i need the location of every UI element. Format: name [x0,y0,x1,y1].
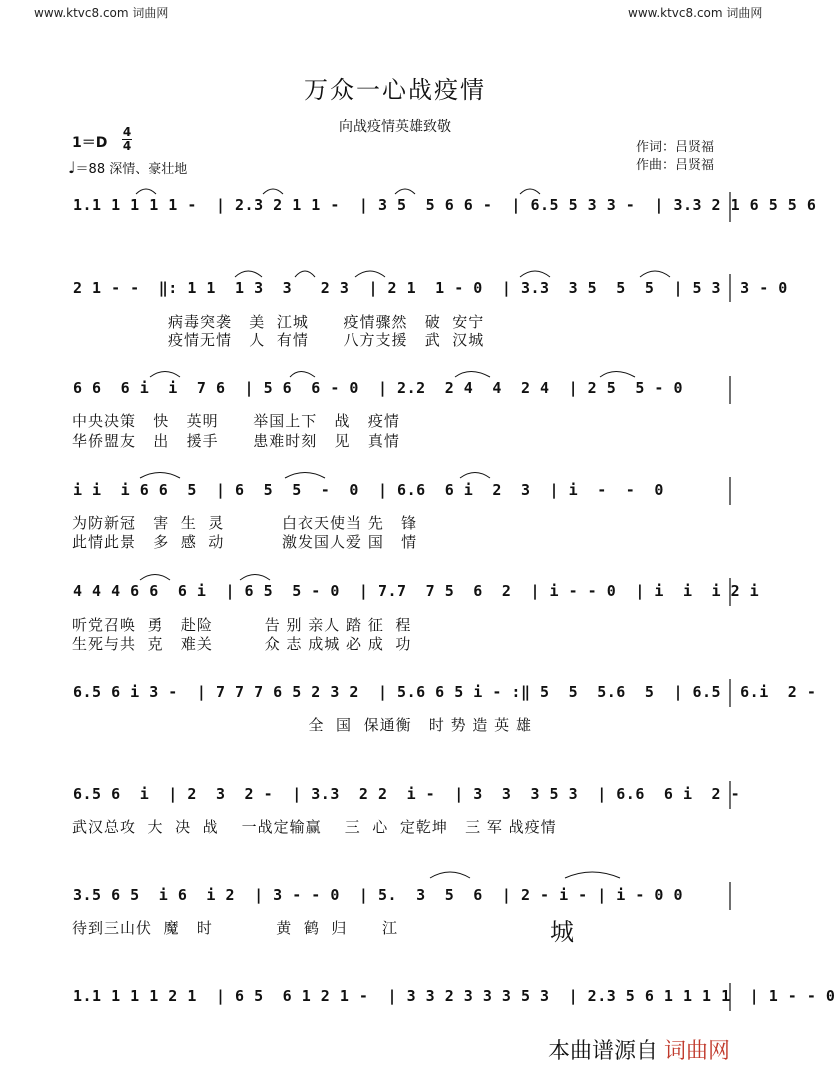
lyric-line-8a: 待到三山伏 魔 时 黄 鹤 归 江 [72,919,398,937]
slur-arc [455,372,490,378]
staff-line-2: 2 1 - - ‖: 1 1 1 3 3 2 3 | 2 1 1 - 0 | 3.3 3 5 5 5 | 5 3 3 - 0 [73,279,788,297]
slur-arc [640,271,670,277]
quarter-note-icon: ♩ [68,158,76,177]
meter-bottom: 4 [122,139,132,153]
staff-line-1: 1.1 1 1 1 1 - | 2.3 2 1 1 - | 3 5 5 6 6 - | 6.5 5 3 3 - | 3.3 2 1 6 5 5 6 [73,196,817,214]
lyric-line-2a: 病毒突袭 美 江城 疫情骤然 破 安宁 [168,313,485,331]
slur-arc [460,473,490,479]
staff-line-7: 6.5 6 i | 2 3 2 - | 3.3 2 2 i - | 3 3 3 5 3 | 6.6 6 i 2 - [73,785,741,803]
slur-arc [395,189,415,194]
slur-arc [295,271,315,277]
slur-arc [565,872,620,878]
slur-arc [285,473,325,479]
lyric-line-7a: 武汉总攻 大 决 战 一战定输赢 三 心 定乾坤 三 军 战疫情 [72,818,557,836]
slur-arc [290,372,315,378]
slur-arc [136,189,156,194]
lyric-line-3a: 中央决策 快 英明 举国上下 战 疫情 [72,412,400,430]
slur-arc [140,575,170,581]
lyricist-credit: 作词：吕贤福 [636,140,715,155]
staff-line-8: 3.5 6 5 i 6 i 2 | 3 - - 0 | 5. 3 5 6 | 2 - i - | i - 0 0 [73,886,683,904]
lyric-line-5b: 生死与共 克 难关 众 志 成城 必 成 功 [72,635,412,653]
watermark-left: www.ktvc8.com 词曲网 [34,6,169,20]
staff-line-6: 6.5 6 i 3 - | 7 7 7 6 5 2 3 2 | 5.6 6 5 i - :‖ 5 5 5.6 5 | 6.5 6.i 2 - [73,683,817,701]
slur-arc [235,271,262,277]
lyric-line-3b: 华侨盟友 出 援手 患难时刻 见 真情 [72,432,400,450]
composer-credit: 作曲：吕贤福 [636,158,715,173]
staff-line-4: i i i 6 6 5 | 6 5 5 - 0 | 6.6 6 i 2 3 | i - - 0 [73,481,664,499]
slur-arc [240,575,270,581]
lyric-line-2b: 疫情无情 人 有情 八方支援 武 汉城 [168,331,485,349]
slur-arc [430,872,470,878]
watermark-right: www.ktvc8.com 词曲网 [628,6,763,20]
lyric-line-5a: 听党召唤 勇 赴险 告 别 亲人 踏 征 程 [72,616,412,634]
source-footer [548,1034,730,1065]
page-title: 万众一心战疫情 [304,76,486,104]
lyric-line-6a: 全 国 保通衡 时 势 造 英 雄 [72,716,532,734]
slur-arc [150,372,180,378]
footer-brand-link[interactable]: 词曲网 [664,1039,731,1064]
meter-top: 4 [122,125,132,139]
slur-arc [355,271,385,277]
staff-line-9: 1.1 1 1 1 2 1 | 6 5 6 1 2 1 - | 3 3 2 3 3 3 5 3 | 2.3 5 6 1 1 1 1 | 1 - - 0 [73,987,835,1005]
lyric-line-4a: 为防新冠 害 生 灵 白衣天使当 先 锋 [72,514,418,532]
page-subtitle: 向战疫情英雄致敬 [339,119,451,135]
footer-text: 本曲谱源自 [548,1039,659,1064]
slur-arc [520,189,540,194]
lyric-line-4b: 此情此景 多 感 动 激发国人爱 国 情 [72,533,418,551]
tempo-text: ＝88 深情、豪壮地 [75,162,188,177]
slur-arc [140,473,180,479]
final-lyric-char: 城 [550,918,574,946]
slur-arc [520,271,550,277]
staff-line-5: 4 4 4 6 6 6 i | 6 5 5 - 0 | 7.7 7 5 6 2 | i - - 0 | i i i 2 i [73,582,760,600]
slur-arc [600,372,635,378]
staff-line-3: 6 6 6 i i 7 6 | 5 6 6 - 0 | 2.2 2 4 4 2 4 | 2 5 5 - 0 [73,379,683,397]
key-signature: 1＝D [72,135,108,151]
slur-arc [263,189,283,194]
